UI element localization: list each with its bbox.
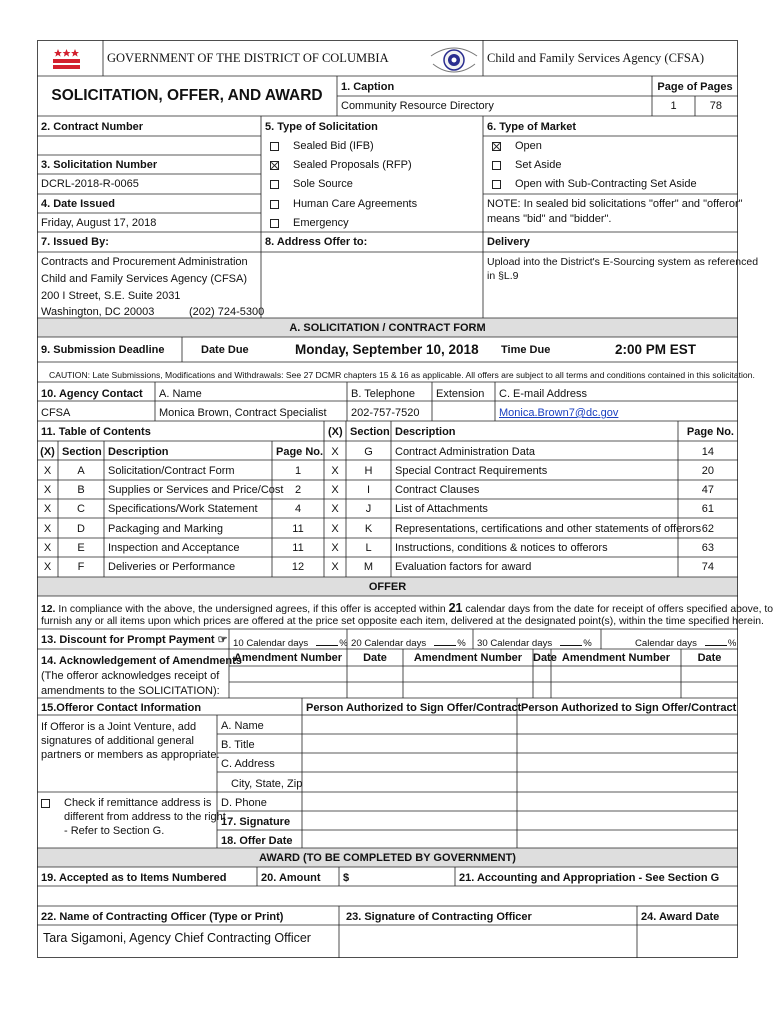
toc-col-x-left: (X): [40, 446, 55, 458]
toc-col-x-right: (X): [328, 426, 343, 438]
toc-section-letter: G: [364, 446, 373, 458]
toc-description: Special Contract Requirements: [395, 465, 548, 477]
issued-by-phone: (202) 724-5300: [189, 306, 265, 318]
delivery-text-2: in §L.9: [487, 270, 519, 282]
toc-description: Solicitation/Contract Form: [108, 465, 235, 477]
contact-extension-label: Extension: [436, 388, 485, 400]
toc-col-description-right: Description: [395, 426, 456, 438]
toc-page-number: 74: [701, 561, 714, 573]
address-offer-label: 8. Address Offer to:: [265, 236, 368, 248]
market-type-label: Set Aside: [515, 159, 562, 171]
toc-page-number: 1: [294, 465, 302, 477]
offeror-contact-label: 15.Offeror Contact Information: [41, 702, 202, 714]
discount-percent-field[interactable]: [705, 636, 727, 646]
offer-paragraph-line-2: furnish any or all items upon which prices are offered at the price set opposite each item, delivered at the designated point(s), within the time specified herein.: [41, 616, 764, 627]
offer-title-field: B. Title: [221, 739, 255, 751]
discount-percent-sign: %: [727, 638, 737, 649]
discount-days-label: 30 Calendar days: [477, 638, 553, 649]
joint-venture-text-2: signatures of additional general: [41, 735, 194, 747]
issued-by-line-2: Child and Family Services Agency (CFSA): [41, 273, 248, 285]
toc-section-letter: E: [77, 542, 85, 554]
discount-percent-sign: %: [339, 638, 348, 649]
solicitation-type-option: [266, 217, 353, 229]
toc-page-number: 11: [292, 542, 304, 554]
toc-col-page-left: Page No.: [276, 446, 324, 458]
toc-section-letter: I: [366, 484, 371, 496]
offer-city-field: City, State, Zip: [231, 778, 303, 790]
discount-term: [347, 636, 470, 650]
toc-col-section-right: Section: [350, 426, 390, 438]
toc-description: Inspection and Acceptance: [108, 542, 240, 554]
time-due-value: 2:00 PM EST: [615, 342, 697, 357]
acknowledgement-label: 14. Acknowledgement of Amendments: [41, 655, 242, 667]
delivery-text-1: Upload into the District's E-Sourcing system as referenced: [487, 256, 759, 268]
submission-deadline-label: 9. Submission Deadline: [41, 344, 165, 356]
offer-paragraph-text-a: In compliance with the above, the undersigned agrees, if this offer is accepted within: [55, 604, 449, 615]
contact-phone-label: B. Telephone: [351, 388, 416, 400]
toc-description: Specifications/Work Statement: [108, 503, 258, 515]
discount-percent-field[interactable]: [560, 636, 582, 646]
toc-x-mark: X: [43, 465, 52, 477]
solicitation-type-label: Emergency: [293, 217, 349, 229]
toc-description: Contract Administration Data: [395, 446, 536, 458]
solicitation-type-checkbox[interactable]: [270, 161, 279, 170]
toc-x-mark: X: [331, 446, 339, 458]
acknowledgement-text-2: amendments to the SOLICITATION):: [41, 685, 220, 697]
dc-flag-logo: [53, 48, 80, 70]
discount-days-label: 20 Calendar days: [351, 638, 427, 649]
toc-description: Representations, certifications and other statements of offerors: [395, 523, 702, 535]
issued-by-line-1: Contracts and Procurement Administration: [41, 256, 248, 268]
date-due-label: Date Due: [201, 344, 249, 356]
toc-section-letter: H: [364, 465, 373, 477]
offer-title: OFFER: [368, 581, 407, 593]
discount-days-label: Calendar days: [635, 638, 697, 649]
toc-section-letter: B: [77, 484, 85, 496]
toc-page-number: 63: [701, 542, 714, 554]
amendment-number-3: Amendment Number: [561, 652, 671, 664]
contract-number-label: 2. Contract Number: [41, 121, 144, 133]
amendment-date-3: Date: [697, 652, 722, 664]
solicitation-type-option: [266, 198, 421, 210]
date-due-value: Monday, September 10, 2018: [295, 342, 479, 357]
toc-x-mark: X: [43, 523, 52, 535]
offer-paragraph-text-b: calendar days from the date for receipt of offers specified above, to: [462, 604, 774, 615]
delivery-label: Delivery: [487, 236, 530, 248]
solicitation-type-label: Sealed Proposals (RFP): [293, 159, 412, 171]
time-due-label: Time Due: [501, 344, 551, 356]
market-type-label: Open with Sub-Contracting Set Aside: [515, 178, 697, 190]
amendment-number-1: Amendment Number: [233, 652, 343, 664]
toc-label: 11. Table of Contents: [41, 426, 151, 438]
market-type-checkbox[interactable]: [492, 142, 501, 151]
remittance-text-3: - Refer to Section G.: [64, 825, 165, 837]
amendment-date-1: Date: [363, 652, 387, 664]
accounting-label: 21. Accounting and Appropriation - See Section G: [459, 872, 720, 884]
market-type-checkbox[interactable]: [492, 180, 501, 189]
toc-col-page-right: Page No.: [686, 426, 734, 438]
section-a-title: A. SOLICITATION / CONTRACT FORM: [289, 322, 486, 334]
market-type-option: [488, 159, 565, 171]
contact-email-label: C. E-mail Address: [499, 388, 588, 400]
date-issued-value: Friday, August 17, 2018: [41, 217, 157, 229]
toc-description: Supplies or Services and Price/Cost: [108, 484, 284, 496]
toc-description: Contract Clauses: [395, 484, 480, 496]
toc-x-mark: X: [331, 561, 339, 573]
pointing-hand-icon: ☞: [217, 634, 228, 646]
solicitation-type-option: [266, 159, 416, 171]
toc-page-number: 11: [292, 523, 304, 535]
toc-section-letter: K: [364, 523, 373, 535]
toc-description: Evaluation factors for award: [395, 561, 532, 573]
contact-phone: 202-757-7520: [351, 407, 420, 419]
toc-description: Packaging and Marking: [108, 523, 223, 535]
toc-section-letter: D: [77, 523, 85, 535]
officer-name: Tara Sigamoni, Agency Chief Contracting Officer: [43, 931, 311, 945]
market-type-option: [488, 140, 546, 152]
authorized-person-label-1: Person Authorized to Sign Offer/Contract: [306, 702, 522, 714]
discount-percent-field[interactable]: [316, 636, 338, 646]
contact-name: Monica Brown, Contract Specialist: [159, 407, 327, 419]
discount-percent-field[interactable]: [434, 636, 456, 646]
page-number: 1: [670, 100, 677, 112]
discount-term: [229, 636, 352, 650]
toc-page-number: 2: [294, 484, 302, 496]
toc-x-mark: X: [43, 561, 52, 573]
solicitation-type-checkbox[interactable]: [270, 142, 279, 151]
officer-name-label: 22. Name of Contracting Officer (Type or Print): [41, 911, 284, 923]
offer-signature-field: 17. Signature: [221, 816, 291, 828]
market-type-checkbox[interactable]: [492, 161, 501, 170]
issued-by-line-4: Washington, DC 20003: [41, 306, 155, 318]
toc-page-number: 61: [701, 503, 714, 515]
discount-days-label: 10 Calendar days: [233, 638, 309, 649]
amendment-number-2: Amendment Number: [413, 652, 523, 664]
remittance-text-2: different from address to the right: [64, 811, 226, 823]
toc-x-mark: X: [331, 523, 339, 535]
toc-x-mark: X: [43, 503, 52, 515]
amount-dollar: $: [343, 872, 350, 884]
discount-term: [473, 636, 596, 650]
discount-percent-sign: %: [457, 638, 466, 649]
amount-label: 20. Amount: [261, 872, 321, 884]
agency-name: Child and Family Services Agency (CFSA): [487, 51, 704, 65]
discount-label: 13. Discount for Prompt Payment ☞: [41, 634, 228, 646]
toc-page-number: 14: [701, 446, 714, 458]
contact-email-link[interactable]: Monica.Brown7@dc.gov: [499, 407, 619, 419]
toc-section-letter: A: [77, 465, 85, 477]
market-type-option: [488, 178, 701, 190]
solicitation-type-label: Human Care Agreements: [293, 198, 418, 210]
toc-section-letter: M: [363, 561, 374, 573]
page-of-pages-label: Page of Pages: [657, 81, 733, 93]
offer-name-field: A. Name: [221, 720, 264, 732]
offer-address-field: C. Address: [221, 758, 275, 770]
toc-section-letter: L: [365, 542, 372, 554]
solicitation-type-checkbox[interactable]: [270, 219, 279, 228]
solicitation-type-option: [266, 140, 378, 152]
caption-label: 1. Caption: [341, 81, 395, 93]
market-type-label: Open: [515, 140, 542, 152]
toc-x-mark: X: [331, 484, 339, 496]
note-line-1: NOTE: In sealed bid solicitations "offer" and "offeror": [487, 198, 743, 210]
offer-phone-field: D. Phone: [221, 797, 267, 809]
cfsa-seal-logo: [425, 42, 483, 74]
joint-venture-text-3: partners or members as appropriate.: [41, 749, 220, 761]
toc-col-section-left: Section: [62, 446, 102, 458]
offer-paragraph-number: 12.: [41, 604, 56, 615]
remittance-text-1: Check if remittance address is: [64, 797, 212, 809]
toc-section-letter: F: [77, 561, 85, 573]
toc-x-mark: X: [331, 503, 339, 515]
form-title: SOLICITATION, OFFER, AND AWARD: [51, 87, 323, 104]
contact-agency: CFSA: [41, 407, 71, 419]
solicitation-number-value: DCRL-2018-R-0065: [41, 178, 139, 190]
award-title: AWARD (TO BE COMPLETED BY GOVERNMENT): [259, 852, 516, 864]
award-date-label: 24. Award Date: [641, 911, 720, 923]
solicitation-type-label: 5. Type of Solicitation: [265, 121, 378, 133]
officer-signature-label: 23. Signature of Contracting Officer: [346, 911, 532, 923]
solicitation-type-label: Sole Source: [293, 178, 353, 190]
solicitation-form: [37, 40, 774, 958]
caption-value: Community Resource Directory: [341, 100, 494, 112]
toc-x-mark: X: [43, 542, 52, 554]
government-name: GOVERNMENT OF THE DISTRICT OF COLUMBIA: [107, 51, 389, 65]
agency-contact-label: 10. Agency Contact: [41, 388, 143, 400]
toc-x-mark: X: [43, 484, 52, 496]
solicitation-type-label: Sealed Bid (IFB): [293, 140, 374, 152]
discount-percent-sign: %: [583, 638, 592, 649]
issued-by-label: 7. Issued By:: [41, 236, 109, 248]
solicitation-type-checkbox[interactable]: [270, 200, 279, 209]
toc-page-number: 12: [291, 561, 305, 573]
issued-by-line-3: 200 I Street, S.E. Suite 2031: [41, 290, 181, 302]
offer-paragraph-line-1: [37, 601, 777, 617]
amendment-date-2: Date: [533, 652, 557, 664]
toc-x-mark: X: [331, 542, 339, 554]
toc-page-number: 20: [701, 465, 714, 477]
remittance-check-row: [37, 796, 215, 810]
toc-page-number: 62: [701, 523, 714, 535]
toc-col-description-left: Description: [108, 446, 169, 458]
toc-description: List of Attachments: [395, 503, 488, 515]
solicitation-type-checkbox[interactable]: [270, 180, 279, 189]
toc-page-number: 47: [701, 484, 714, 496]
discount-term: [601, 636, 740, 650]
page-total: 78: [709, 100, 722, 112]
joint-venture-text-1: If Offeror is a Joint Venture, add: [41, 721, 197, 733]
toc-description: Instructions, conditions & notices to offerors: [395, 542, 608, 554]
toc-section-letter: J: [365, 503, 372, 515]
offer-days: 21: [448, 601, 463, 615]
toc-section-letter: C: [77, 503, 85, 515]
authorized-person-label-2: Person Authorized to Sign Offer/Contract: [521, 702, 737, 714]
toc-description: Deliveries or Performance: [108, 561, 236, 573]
market-type-label: 6. Type of Market: [487, 121, 577, 133]
contact-name-label: A. Name: [159, 388, 202, 400]
accepted-items-label: 19. Accepted as to Items Numbered: [41, 872, 227, 884]
solicitation-type-option: [266, 178, 357, 190]
toc-x-mark: X: [331, 465, 339, 477]
acknowledgement-text-1: (The offeror acknowledges receipt of: [41, 670, 220, 682]
offer-date-field: 18. Offer Date: [221, 835, 293, 847]
note-line-2: means "bid" and "bidder".: [487, 213, 612, 225]
caution-text: CAUTION: Late Submissions, Modifications and Withdrawals: See 27 DCMR chapters 15 & 16 as applicable. All offers are subject to all terms and conditions contained in this solicitation.: [49, 370, 755, 380]
toc-page-number: 4: [294, 503, 302, 515]
remittance-checkbox[interactable]: [41, 799, 50, 808]
contract-number-field[interactable]: [37, 140, 261, 157]
solicitation-number-label: 3. Solicitation Number: [41, 159, 158, 171]
date-issued-label: 4. Date Issued: [41, 198, 115, 210]
